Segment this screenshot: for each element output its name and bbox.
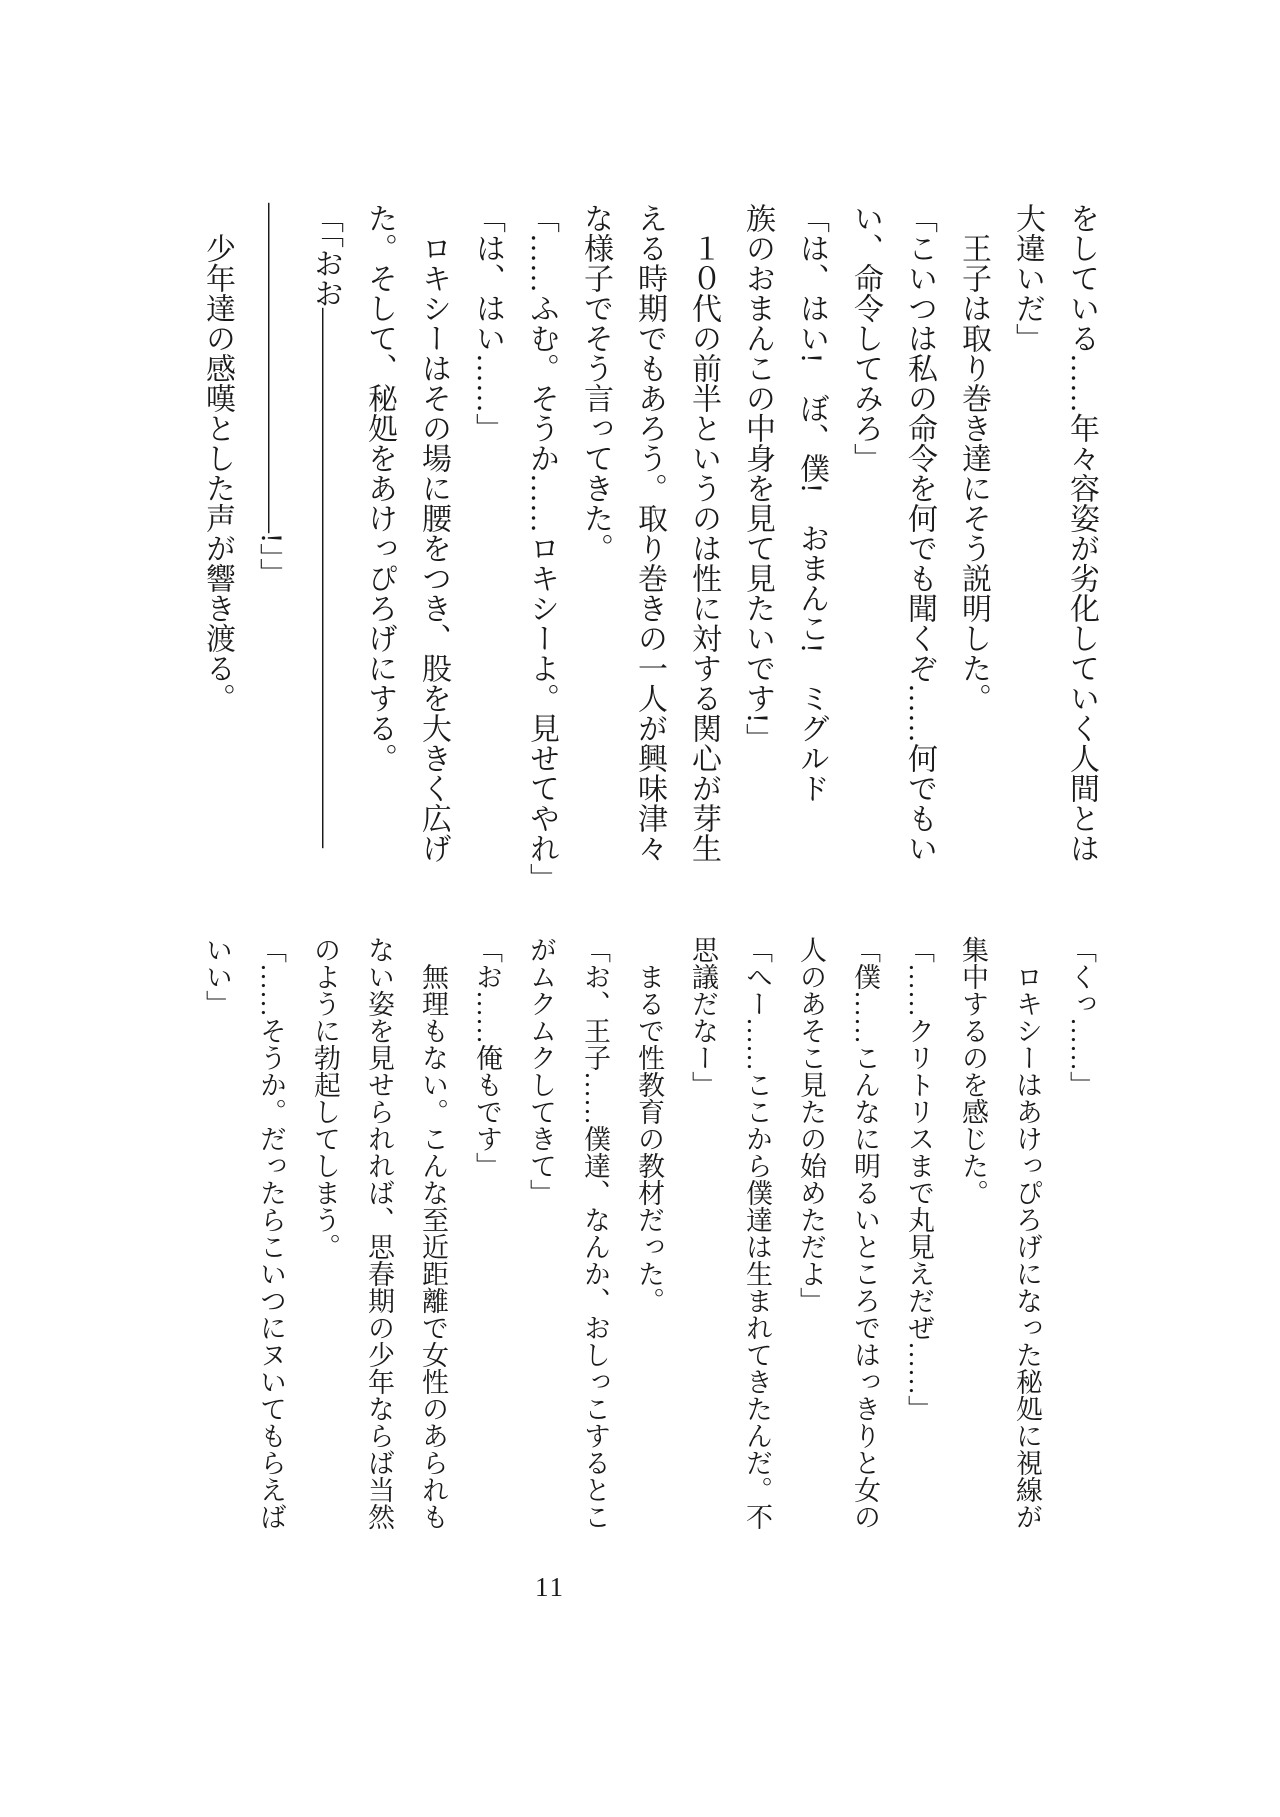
text-line: な様子でそう言ってきた。 [579,203,612,563]
text-line: のように勃起してしまう。 [310,936,340,1260]
text-line: ―――――――――――!」」 [255,203,288,588]
text-line: をしている……年々容姿が劣化していく人間とは [1065,203,1098,863]
text-line: がムクムクしてきて」 [526,936,556,1206]
text-line: い、命令してみろ」 [849,203,882,473]
text-line: 無理もない。こんな至近距離で女性のあられも [418,936,448,1530]
text-line: 人のあそこ見たの始めただよ」 [796,936,826,1314]
text-line: 「「おお―――――――――――――――――― [309,203,342,848]
text-line: 大違いだ」 [1011,203,1044,353]
text-line: いい」 [202,936,232,1017]
text-line: ない姿を見せられれば、思春期の少年ならば当然 [364,936,394,1530]
text-line: 「僕……こんなに明るいところではっきりと女の [850,936,880,1530]
text-line: 「へー……ここから僕達は生まれてきたんだ。不 [742,936,772,1530]
text-line: 王子は取り巻き達にそう説明した。 [957,203,990,713]
text-block-bottom [190,936,1108,1556]
text-line: 「……そうか。だったらこいつにヌいてもらえば [256,936,286,1530]
page-number: 11 [535,1572,565,1602]
text-line: える時期でもあろう。取り巻きの一人が興味津々 [633,203,666,863]
text-line: 族のおまんこの中身を見て見たいです!」 [741,203,774,753]
text-line: 少年達の感嘆とした声が響き渡る。 [201,203,234,713]
text-line: 「……ふむ。そうか……ロキシーよ。見せてやれ」 [525,203,558,893]
text-line: 「お、王子……僕達、なんか、おしっこするとこ [580,936,610,1530]
text-line: 「くっ……」 [1066,936,1096,1098]
text-line: 「こいつは私の命令を何でも聞くぞ……何でもい [903,203,936,863]
text-line: ロキシーはあけっぴろげになった秘処に視線が [1012,936,1042,1530]
text-line: 思議だなー」 [688,936,718,1098]
text-line: １０代の前半というのは性に対する関心が芽生 [687,203,720,863]
text-line: 「は、はい! ぼ、僕! おまんこ! ミグルド [795,203,828,803]
text-line: 集中するのを感じた。 [958,936,988,1206]
text-line: た。そして、秘処をあけっぴろげにする。 [363,203,396,773]
text-line: 「は、はい……」 [471,203,504,443]
text-line: 「お……俺もです」 [472,936,502,1179]
text-line: まるで性教育の教材だった。 [634,936,664,1314]
text-line: 「……クリトリスまで丸見えだぜ……」 [904,936,934,1422]
text-line: ロキシーはその場に腰をつき、股を大きく広げ [417,203,450,863]
text-block-top [190,203,1108,903]
